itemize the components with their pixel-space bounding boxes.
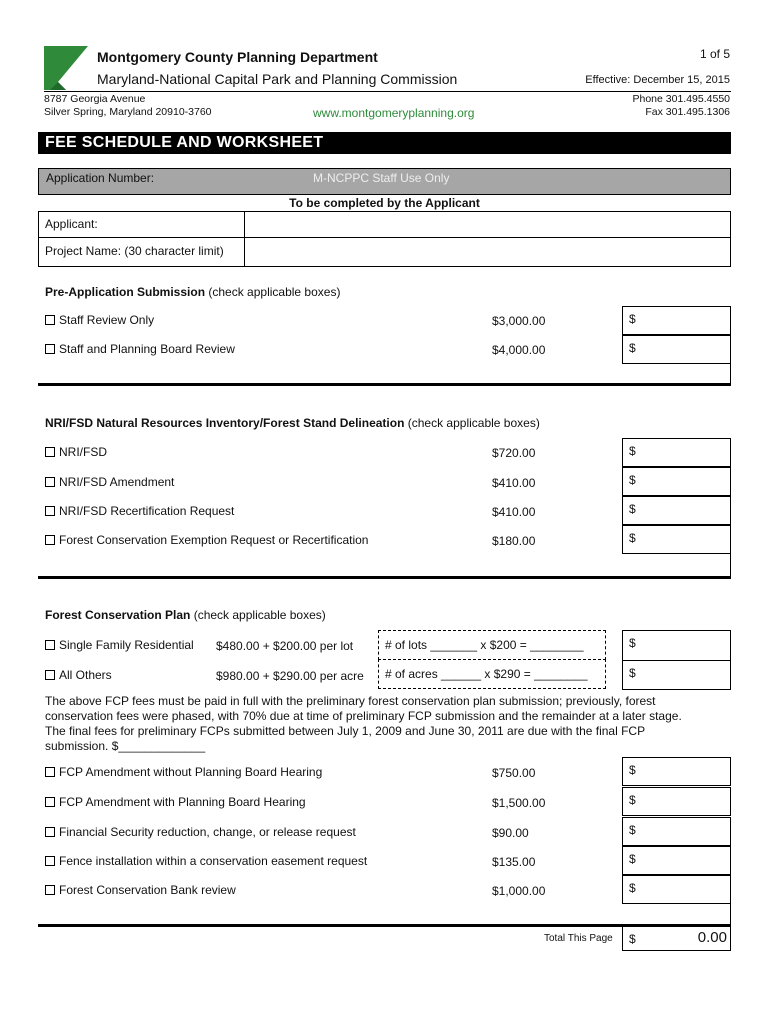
project-name-field[interactable]	[244, 237, 731, 267]
phone-number: Phone 301.495.4550	[632, 93, 730, 105]
amount-field[interactable]: $	[622, 817, 731, 846]
project-name-label: Project Name: (30 character limit)	[45, 244, 224, 258]
fcp-item-all-others: All Others	[45, 668, 112, 682]
checkbox[interactable]	[45, 477, 55, 487]
commission-name: Maryland-National Capital Park and Planning Commission	[97, 71, 458, 87]
section-divider	[38, 383, 731, 386]
pre-app-item-board-review: Staff and Planning Board Review	[45, 342, 235, 356]
nri-item-recertification: NRI/FSD Recertification Request	[45, 504, 234, 518]
total-value: 0.00	[697, 929, 727, 946]
checkbox[interactable]	[45, 797, 55, 807]
checkbox[interactable]	[45, 640, 55, 650]
pre-app-item-staff-review: Staff Review Only	[45, 313, 154, 327]
total-field[interactable]	[622, 926, 731, 951]
price: $1,500.00	[492, 796, 546, 810]
checkbox[interactable]	[45, 856, 55, 866]
pre-application-heading: Pre-Application Submission (check applicable boxes)	[45, 285, 341, 299]
fax-number: Fax 301.495.1306	[645, 106, 730, 118]
price: $4,000.00	[492, 343, 546, 357]
amount-field[interactable]: $	[622, 660, 731, 690]
checkbox[interactable]	[45, 885, 55, 895]
nri-item-nri-fsd: NRI/FSD	[45, 445, 107, 459]
fcp-fee-note: The above FCP fees must be paid in full with the preliminary forest conservation plan submission; previously, forest conservation fees were phased, with 70% due at time of preliminary FCP submission and the remainder at a later stage. The final fees for preliminary FCPs submitted between July 1, 2009 and June 30, 2011 are due with the final FCP submission. $_____________	[45, 694, 682, 753]
price: $3,000.00	[492, 314, 546, 328]
applicant-label: Applicant:	[45, 217, 98, 231]
checkbox[interactable]	[45, 506, 55, 516]
planning-department-logo	[44, 46, 88, 90]
total-currency: $	[629, 932, 636, 946]
amount-field[interactable]: $	[622, 525, 731, 554]
fcp-item-financial-security: Financial Security reduction, change, or release request	[45, 825, 356, 839]
section-divider	[38, 576, 731, 579]
amount-field[interactable]: $	[622, 757, 731, 786]
org-name: Montgomery County Planning Department	[97, 49, 378, 65]
application-number-row	[38, 168, 731, 195]
amount-field[interactable]: $	[622, 438, 731, 467]
price: $135.00	[492, 855, 536, 869]
nri-fsd-heading: NRI/FSD Natural Resources Inventory/Forest Stand Delineation (check applicable boxes)	[45, 416, 540, 430]
amount-field[interactable]: $	[622, 467, 731, 496]
amount-field[interactable]: $	[622, 496, 731, 525]
fcp-item-amendment-hearing: FCP Amendment with Planning Board Hearing	[45, 795, 306, 809]
fcp-heading: Forest Conservation Plan (check applicable boxes)	[45, 608, 326, 622]
amount-field[interactable]: $	[622, 787, 731, 816]
checkbox[interactable]	[45, 447, 55, 457]
applicant-field[interactable]	[244, 211, 731, 238]
application-number-label: Application Number:	[46, 171, 155, 185]
amount-field[interactable]: $	[622, 335, 731, 364]
page-number: 1 of 5	[699, 47, 730, 61]
amount-field[interactable]: $	[622, 875, 731, 904]
fcp-item-single-family: Single Family Residential	[45, 638, 194, 652]
amount-field[interactable]: $	[622, 846, 731, 875]
checkbox[interactable]	[45, 767, 55, 777]
effective-date: Effective: December 15, 2015	[585, 74, 730, 86]
section-border	[730, 904, 731, 926]
section-border	[730, 554, 731, 577]
fcp-item-amendment-no-hearing: FCP Amendment without Planning Board Hearing	[45, 765, 322, 779]
price: $90.00	[492, 826, 529, 840]
amount-field[interactable]: $	[622, 630, 731, 661]
amount-field[interactable]: $	[622, 306, 731, 335]
rate: $480.00 + $200.00 per lot	[216, 639, 354, 653]
acres-calculation-field[interactable]: # of acres ______ x $290 = ________	[378, 659, 606, 689]
checkbox[interactable]	[45, 670, 55, 680]
fcp-item-bank-review: Forest Conservation Bank review	[45, 883, 236, 897]
website-link[interactable]: www.montgomeryplanning.org	[313, 106, 475, 120]
rate: $980.00 + $290.00 per acre	[216, 669, 364, 683]
form-title: FEE SCHEDULE AND WORKSHEET	[38, 132, 731, 154]
checkbox[interactable]	[45, 827, 55, 837]
fcp-item-fence-installation: Fence installation within a conservation easement request	[45, 854, 367, 868]
checkbox[interactable]	[45, 344, 55, 354]
applicant-section-heading: To be completed by the Applicant	[289, 196, 480, 210]
header-divider	[44, 91, 731, 92]
checkbox[interactable]	[45, 315, 55, 325]
price: $180.00	[492, 534, 536, 548]
lots-calculation-field[interactable]: # of lots _______ x $200 = ________	[378, 630, 606, 660]
nri-item-amendment: NRI/FSD Amendment	[45, 475, 174, 489]
price: $410.00	[492, 505, 536, 519]
address-line-2: Silver Spring, Maryland 20910-3760	[44, 106, 212, 118]
total-label: Total This Page	[544, 933, 613, 944]
price: $1,000.00	[492, 884, 546, 898]
address-line-1: 8787 Georgia Avenue	[44, 93, 146, 105]
price: $410.00	[492, 476, 536, 490]
project-name-label-cell	[38, 237, 245, 267]
staff-use-only-note: M-NCPPC Staff Use Only	[313, 171, 450, 185]
applicant-label-cell	[38, 211, 245, 238]
price: $720.00	[492, 446, 536, 460]
nri-item-exemption: Forest Conservation Exemption Request or Recertification	[45, 533, 368, 547]
section-border	[730, 364, 731, 385]
price: $750.00	[492, 766, 536, 780]
checkbox[interactable]	[45, 535, 55, 545]
